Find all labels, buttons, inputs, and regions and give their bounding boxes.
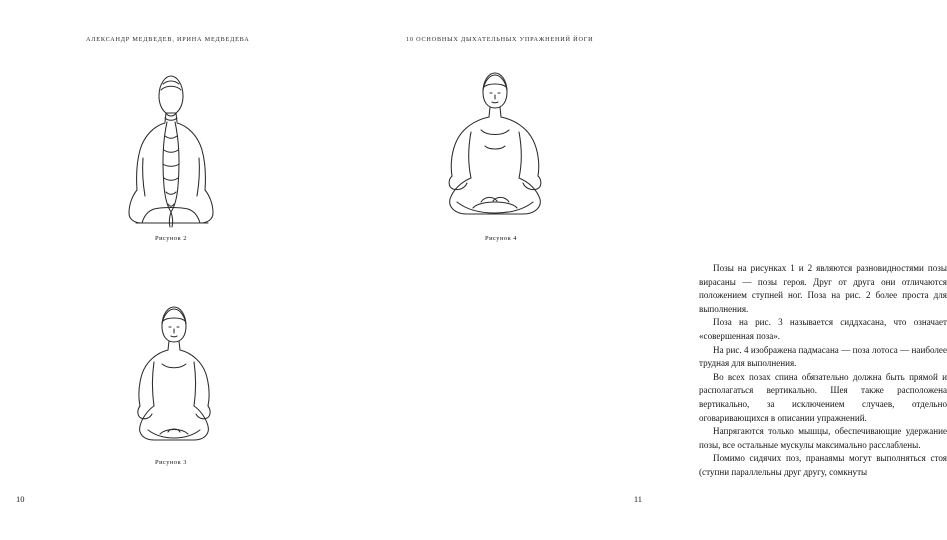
running-head-left: АЛЕКСАНДР МЕДВЕДЕВ, ИРИНА МЕДВЕДЕВА [86,36,250,43]
body-text-column [699,262,947,480]
figure-2-illustration [96,66,246,236]
left-page [0,0,329,540]
body-paragraph: На рис. 4 изображена падмасана — поза лотоса — наиболее трудная для выполнения. [699,344,947,369]
figure-2-caption: Рисунок 2 [155,235,187,242]
right-page [329,0,947,540]
page-number-right: 11 [633,494,642,504]
body-paragraph: Позы на рисунках 1 и 2 являются разновидностями позы вирасаны — позы героя. Друг от друга они отличаются положением ступней ног. Поза на рис. 2 более проста для выполнения. [699,263,947,314]
figure-3-caption: Рисунок 3 [155,459,187,466]
body-paragraph: Напрягаются только мышцы, обеспечивающие удержание позы, все остальные мускулы максимально расслаблены. [699,426,947,450]
body-paragraph: Помимо сидячих поз, пранаямы могут выполняться стоя (ступни параллельны друг другу, сомкнуты [699,453,947,477]
running-head-right: 10 ОСНОВНЫХ ДЫХАТЕЛЬНЫХ УПРАЖНЕНИЙ ЙОГИ [406,36,594,43]
body-paragraph: Поза на рис. 3 называется сиддхасана, что означает «совершенная поза». [699,317,947,341]
page-number-left: 10 [16,494,25,504]
figure-4-caption: Рисунок 4 [485,235,517,242]
figure-4-illustration [415,68,575,234]
figure-3-illustration [104,300,244,460]
body-paragraph: Во всех позах спина обязательно должна быть прямой и располагаться вертикально. Шея также расположена вертикально, за исключением случаев, отдельно оговаривающихся в описании упражнений. [699,371,947,423]
